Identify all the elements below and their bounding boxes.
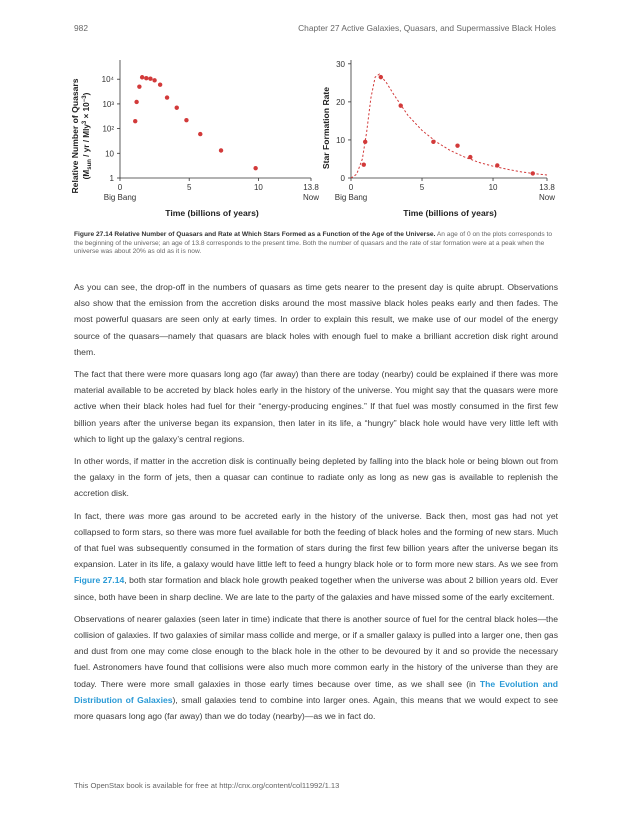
star-formation-x-tick-label: 13.8 <box>539 183 555 192</box>
body-paragraph <box>74 366 558 447</box>
paragraph-text: , both star formation and black hole growth peaked together when the universe was about 2 billion years old. Ever since, both have been in sharp decline. We are late to the party of the galaxies and have missed some of the early excitement. <box>74 575 559 602</box>
quasar-data-point <box>144 76 148 80</box>
star-formation-x-tick-label: 10 <box>488 183 498 192</box>
paragraph-text: ), small galaxies tend to combine into larger ones. Again, this means that we would expect to see more quasars long ago (far away) than we do today (nearby)—as we in fact do. <box>74 694 558 722</box>
quasar-x-endpoint-label: Big Bang <box>103 193 137 202</box>
emphasis-text: was <box>128 510 145 521</box>
star-formation-y-tick-label: 30 <box>336 59 345 69</box>
cross-reference-link[interactable]: The Evolution and Distribution of Galaxies <box>74 678 558 705</box>
quasar-data-point <box>198 132 202 136</box>
star-formation-data-point <box>379 75 383 79</box>
figure-caption <box>74 231 558 257</box>
star-formation-data-point <box>531 171 535 175</box>
star-formation-x-endpoint-label: Now <box>538 193 556 202</box>
star-formation-data-point <box>468 155 472 159</box>
page-number: 982 <box>74 23 88 33</box>
star-formation-data-point <box>362 162 366 166</box>
quasar-data-point <box>175 106 179 110</box>
paragraph-text: In other words, if matter in the accretion disk is continually being depleted by falling into the black hole or being blown out from the galaxy in the form of jets, then a quasar can continue to radiate only as long as new gas is available to replenish the accretion disk. <box>74 456 558 499</box>
quasar-data-point <box>137 84 141 88</box>
paragraph-text: In fact, there <box>74 510 129 521</box>
star-formation-x-axis-label: Time (billions of years) <box>403 208 497 218</box>
quasar-data-point <box>140 75 144 79</box>
star-formation-y-axis-label: Star Formation Rate <box>321 86 331 170</box>
body-paragraph <box>74 279 558 360</box>
star-formation-y-tick-label: 0 <box>340 174 345 183</box>
quasar-data-point <box>158 82 162 86</box>
figure-27-14-charts <box>68 52 562 224</box>
paragraph-text: As you can see, the drop-off in the numbers of quasars as time gets nearer to the present day is quite abrupt. Observations also show that the emission from the accretion disks around the most massive black holes peaks early and then fades. The most powerful quasars are seen only at early times. In order to explain this result, we make use of our model of the energy source of the quasars—namely that quasars are black holes with enough fuel to make a brilliant accretion disk right around them. <box>74 282 558 357</box>
quasar-data-point <box>152 78 156 82</box>
quasar-x-tick-label: 10 <box>253 183 263 192</box>
star-formation-x-endpoint-label: Big Bang <box>334 193 368 202</box>
paragraph-text: The fact that there were more quasars long ago (far away) than there are today (nearby) could be explained if there was more material available to be accreted by black holes early in the history of the universe. You might say that the quasars were more active when their black holes had fuel for their “energy-producing engines.” If that fuel was mostly consumed in the first few billion years after the universe began its expansion, then later in its life, a “hungry” black hole would have very little left with which to light up the galaxy’s central regions. <box>74 369 558 444</box>
quasar-y-tick-label: 10² <box>102 124 114 134</box>
star-formation-curve <box>351 74 547 178</box>
figure-caption-text: An age of 0 on the plots corresponds to the beginning of the universe; an age of 13.8 corresponds to the present time. Both the number of quasars and the rate of star formation were at a peak when the universe was about 20% as old as it is now. <box>74 231 552 256</box>
quasar-data-point <box>134 100 138 104</box>
body-text <box>74 279 558 730</box>
quasar-y-tick-label: 1 <box>109 174 114 183</box>
quasar-y-tick-label: 10 <box>105 149 114 159</box>
star-formation-data-point <box>399 103 403 107</box>
star-formation-data-point <box>431 140 435 144</box>
star-formation-data-point <box>363 140 367 144</box>
cross-reference-link[interactable]: Figure 27.14 <box>74 575 125 586</box>
chapter-header: Chapter 27 Active Galaxies, Quasars, and Supermassive Black Holes <box>298 23 556 33</box>
quasar-y-axis-label: Relative Number of Quasars <box>70 78 80 194</box>
star-formation-chart <box>321 60 555 218</box>
star-formation-data-point <box>495 163 499 167</box>
quasar-data-point <box>148 76 152 80</box>
quasar-y-tick-label: 10⁴ <box>101 75 114 85</box>
body-paragraph <box>74 611 558 724</box>
quasar-data-point <box>219 148 223 152</box>
body-paragraph <box>74 508 558 605</box>
quasar-x-tick-label: 5 <box>186 183 192 192</box>
paragraph-text: more gas around to be accreted early in the history of the universe. Back then, most gas had not yet collapsed to form stars, so there was more fuel available for both the feeding of black holes and the forming of new stars. Much of that fuel was subsequently consumed in the formation of stars during the first few billion years after the universe began its expansion. Later in its life, a galaxy would have little left to feed a hungry black hole or to form more new stars. As we see from <box>74 510 558 570</box>
quasar-data-point <box>165 95 169 99</box>
quasar-chart <box>70 60 319 218</box>
paragraph-text: Observations of nearer galaxies (seen later in time) indicate that there is another source of fuel for the central black holes—the collision of galaxies. If two galaxies of similar mass collide and merge, or if a smaller galaxy is pulled into a larger one, then gas and dust from one may come close enough to the black hole in the other to be devoured by it and so provide the necessary fuel. Astronomers have found that collisions were also much more common early in the history of the universe than they are today. There were more small galaxies in those early times because over time, as we shall see (in <box>74 613 558 689</box>
body-paragraph <box>74 453 558 502</box>
quasar-x-endpoint-label: Now <box>302 193 320 202</box>
quasar-x-tick-label: 13.8 <box>303 183 319 192</box>
quasar-x-axis-label: Time (billions of years) <box>165 208 259 218</box>
quasar-data-point <box>133 119 137 123</box>
quasar-data-point <box>253 166 257 170</box>
figure-label: Figure 27.14 <box>74 231 113 238</box>
footer: This OpenStax book is available for free at http://cnx.org/content/col11992/1.13 <box>74 781 340 790</box>
quasar-y-axis-unit-label: ($M_{sun}$ / yr / $Mly^3 \times 10^{-3}$) <box>82 92 93 180</box>
star-formation-x-tick-label: 0 <box>348 183 354 192</box>
star-formation-x-tick-label: 5 <box>419 183 425 192</box>
figure-title: Relative Number of Quasars and Rate at Which Stars Formed as a Function of the Age of the Universe. <box>114 231 436 238</box>
quasar-data-point <box>184 118 188 122</box>
quasar-y-tick-label: 10³ <box>102 99 114 109</box>
star-formation-y-tick-label: 20 <box>336 97 345 107</box>
star-formation-y-tick-label: 10 <box>336 135 345 145</box>
quasar-x-tick-label: 0 <box>117 183 123 192</box>
star-formation-data-point <box>455 143 459 147</box>
